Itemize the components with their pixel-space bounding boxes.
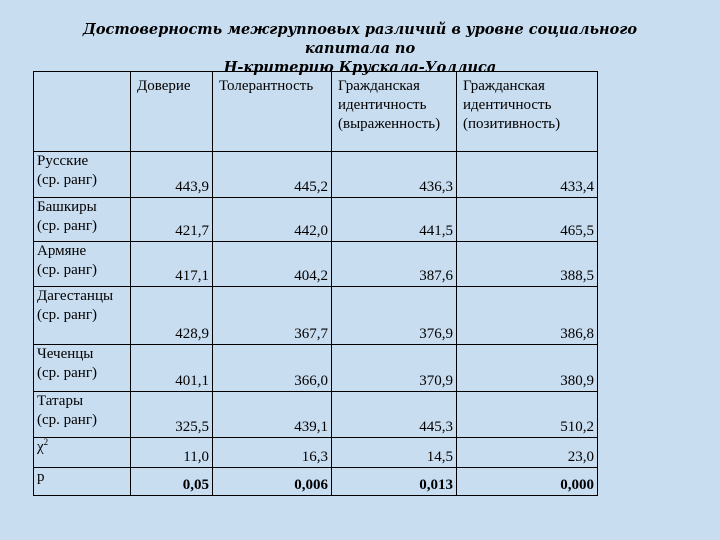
header-civic-identity-expressed: Гражданская идентичность (выраженность) [332, 72, 457, 152]
value-cell: 11,0 [131, 438, 213, 468]
table-row [34, 287, 598, 345]
page-title [40, 20, 680, 77]
value-cell: 0,000 [457, 468, 598, 496]
value-cell: 445,3 [332, 392, 457, 438]
group-name: Башкиры [37, 199, 97, 215]
value-cell: 436,3 [332, 152, 457, 198]
value-cell: 417,1 [131, 242, 213, 287]
p-value-label: p [34, 468, 131, 496]
table-row [34, 198, 598, 242]
p-value-row [34, 468, 598, 496]
value-cell: 0,006 [213, 468, 332, 496]
value-cell: 387,6 [332, 242, 457, 287]
value-cell: 370,9 [332, 345, 457, 392]
table-row [34, 242, 598, 287]
row-label [34, 198, 131, 242]
row-label [34, 152, 131, 198]
row-label [34, 392, 131, 438]
group-name: Татары [37, 393, 84, 409]
value-cell: 428,9 [131, 287, 213, 345]
group-sub: (ср. ранг) [37, 365, 97, 381]
title-line-1: Достоверность межгрупповых различий в уровне социального капитала по [82, 21, 638, 57]
value-cell: 0,013 [332, 468, 457, 496]
table-row [34, 345, 598, 392]
kruskal-wallis-table [33, 71, 598, 496]
value-cell: 441,5 [332, 198, 457, 242]
value-cell: 14,5 [332, 438, 457, 468]
value-cell: 445,2 [213, 152, 332, 198]
value-cell: 439,1 [213, 392, 332, 438]
value-cell: 388,5 [457, 242, 598, 287]
chi-symbol: χ [37, 439, 44, 455]
row-label [34, 345, 131, 392]
header-tolerance: Толерантность [213, 72, 332, 152]
value-cell: 376,9 [332, 287, 457, 345]
table-row [34, 392, 598, 438]
value-cell: 380,9 [457, 345, 598, 392]
group-sub: (ср. ранг) [37, 218, 97, 234]
group-name: Армяне [37, 243, 87, 259]
value-cell: 421,7 [131, 198, 213, 242]
value-cell: 366,0 [213, 345, 332, 392]
group-name: Чеченцы [37, 346, 94, 362]
group-sub: (ср. ранг) [37, 307, 97, 323]
group-sub: (ср. ранг) [37, 262, 97, 278]
value-cell: 465,5 [457, 198, 598, 242]
group-sub: (ср. ранг) [37, 412, 97, 428]
value-cell: 401,1 [131, 345, 213, 392]
value-cell: 325,5 [131, 392, 213, 438]
value-cell: 442,0 [213, 198, 332, 242]
group-name: Дагестанцы [37, 288, 114, 304]
group-sub: (ср. ранг) [37, 172, 97, 188]
value-cell: 433,4 [457, 152, 598, 198]
value-cell: 510,2 [457, 392, 598, 438]
value-cell: 404,2 [213, 242, 332, 287]
value-cell: 367,7 [213, 287, 332, 345]
chi-power: 2 [43, 437, 49, 447]
value-cell: 0,05 [131, 468, 213, 496]
chi-square-label [34, 438, 131, 468]
header-empty-cell [34, 72, 131, 152]
header-row [34, 72, 598, 152]
value-cell: 23,0 [457, 438, 598, 468]
table-row [34, 152, 598, 198]
value-cell: 386,8 [457, 287, 598, 345]
header-civic-identity-positive: Гражданская идентичность (позитивность) [457, 72, 598, 152]
value-cell: 443,9 [131, 152, 213, 198]
row-label [34, 242, 131, 287]
group-name: Русские [37, 153, 89, 169]
header-trust: Доверие [131, 72, 213, 152]
value-cell: 16,3 [213, 438, 332, 468]
title-line-2: Н-критерию Крускала-Уоллиса [223, 59, 497, 76]
row-label [34, 287, 131, 345]
chi-square-row [34, 438, 598, 468]
